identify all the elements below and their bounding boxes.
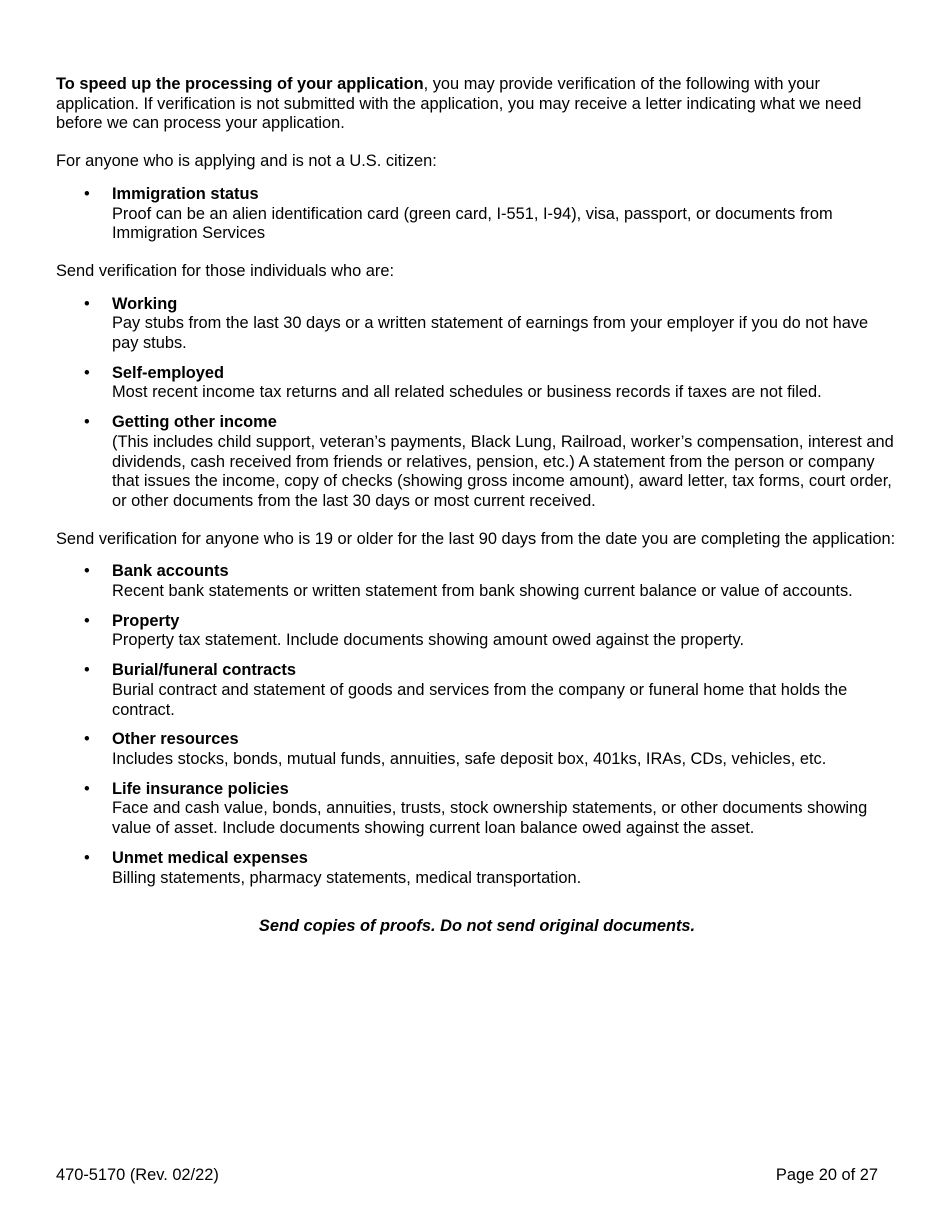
item-title: Other resources [112,730,239,749]
item-description: Pay stubs from the last 30 days or a written statement of earnings from your employer if you do not have pay stubs. [112,314,869,353]
item-description: Recent bank statements or written statement from bank showing current balance or value of accounts. [112,582,853,601]
item-description: Property tax statement. Include documents showing amount owed against the property. [112,631,744,650]
document-page [56,75,898,937]
form-number: 470-5170 (Rev. 02/22) [56,1166,219,1184]
bullet-icon: • [84,661,90,680]
list-item [56,780,898,839]
bullet-icon: • [84,363,90,382]
bullet-icon: • [84,562,90,581]
bullet-icon: • [84,730,90,749]
item-description: Billing statements, pharmacy statements, medical transportation. [112,868,582,887]
bullet-icon: • [84,779,90,798]
item-title: Life insurance policies [112,779,289,798]
item-description: (This includes child support, veteran’s payments, Black Lung, Railroad, worker’s compensation, interest and dividends, cash received from friends or relatives, pension, etc.) A statement from the person or company that issues the income, copy of checks (showing gross income amount), award letter, tax forms, court order, or other documents from the last 30 days or most current received. [112,432,894,510]
individuals-lead: Send verification for those individuals who are: [56,261,395,280]
individuals-list [56,295,898,512]
item-description: Burial contract and statement of goods and services from the company or funeral home that holds the contract. [112,680,848,719]
list-item [56,295,898,354]
noncitizen-list [56,185,898,244]
list-item [56,413,898,512]
list-item [56,849,898,888]
item-title: Unmet medical expenses [112,848,308,867]
item-title: Getting other income [112,413,277,432]
item-description: Face and cash value, bonds, annuities, trusts, stock ownership statements, or other documents showing value of asset. Include documents showing current loan balance owed against the asset. [112,799,868,838]
item-title: Immigration status [112,184,259,203]
noncitizen-lead: For anyone who is applying and is not a U.S. citizen: [56,152,437,171]
resources-lead: Send verification for anyone who is 19 or older for the last 90 days from the date you are completing the application: [56,529,896,548]
intro-paragraph [56,75,898,134]
bullet-icon: • [84,184,90,203]
item-description: Includes stocks, bonds, mutual funds, annuities, safe deposit box, 401ks, IRAs, CDs, vehicles, etc. [112,749,827,768]
resources-list [56,562,898,888]
item-description: Proof can be an alien identification card (green card, I-551, I-94), visa, passport, or documents from Immigration Services [112,204,833,243]
list-item [56,730,898,769]
list-item [56,185,898,244]
bullet-icon: • [84,611,90,630]
item-title: Burial/funeral contracts [112,661,296,680]
item-title: Self-employed [112,363,225,382]
bullet-icon: • [84,413,90,432]
list-item [56,364,898,403]
list-item [56,612,898,651]
list-item [56,562,898,601]
intro-bold: To speed up the processing of your application [56,75,424,93]
bullet-icon: • [84,294,90,313]
page-number: Page 20 of 27 [775,1166,878,1184]
item-description: Most recent income tax returns and all related schedules or business records if taxes are not filed. [112,383,822,402]
item-title: Bank accounts [112,562,229,581]
item-title: Property [112,611,180,630]
intro-text: , you may provide verification of the following with your application. If verification is not submitted with the application, you may receive a letter indicating what we need before we can process your application. [56,75,862,133]
closing-notice: Send copies of proofs. Do not send original documents. [258,917,696,936]
item-title: Working [112,294,178,313]
bullet-icon: • [84,848,90,867]
list-item [56,661,898,720]
